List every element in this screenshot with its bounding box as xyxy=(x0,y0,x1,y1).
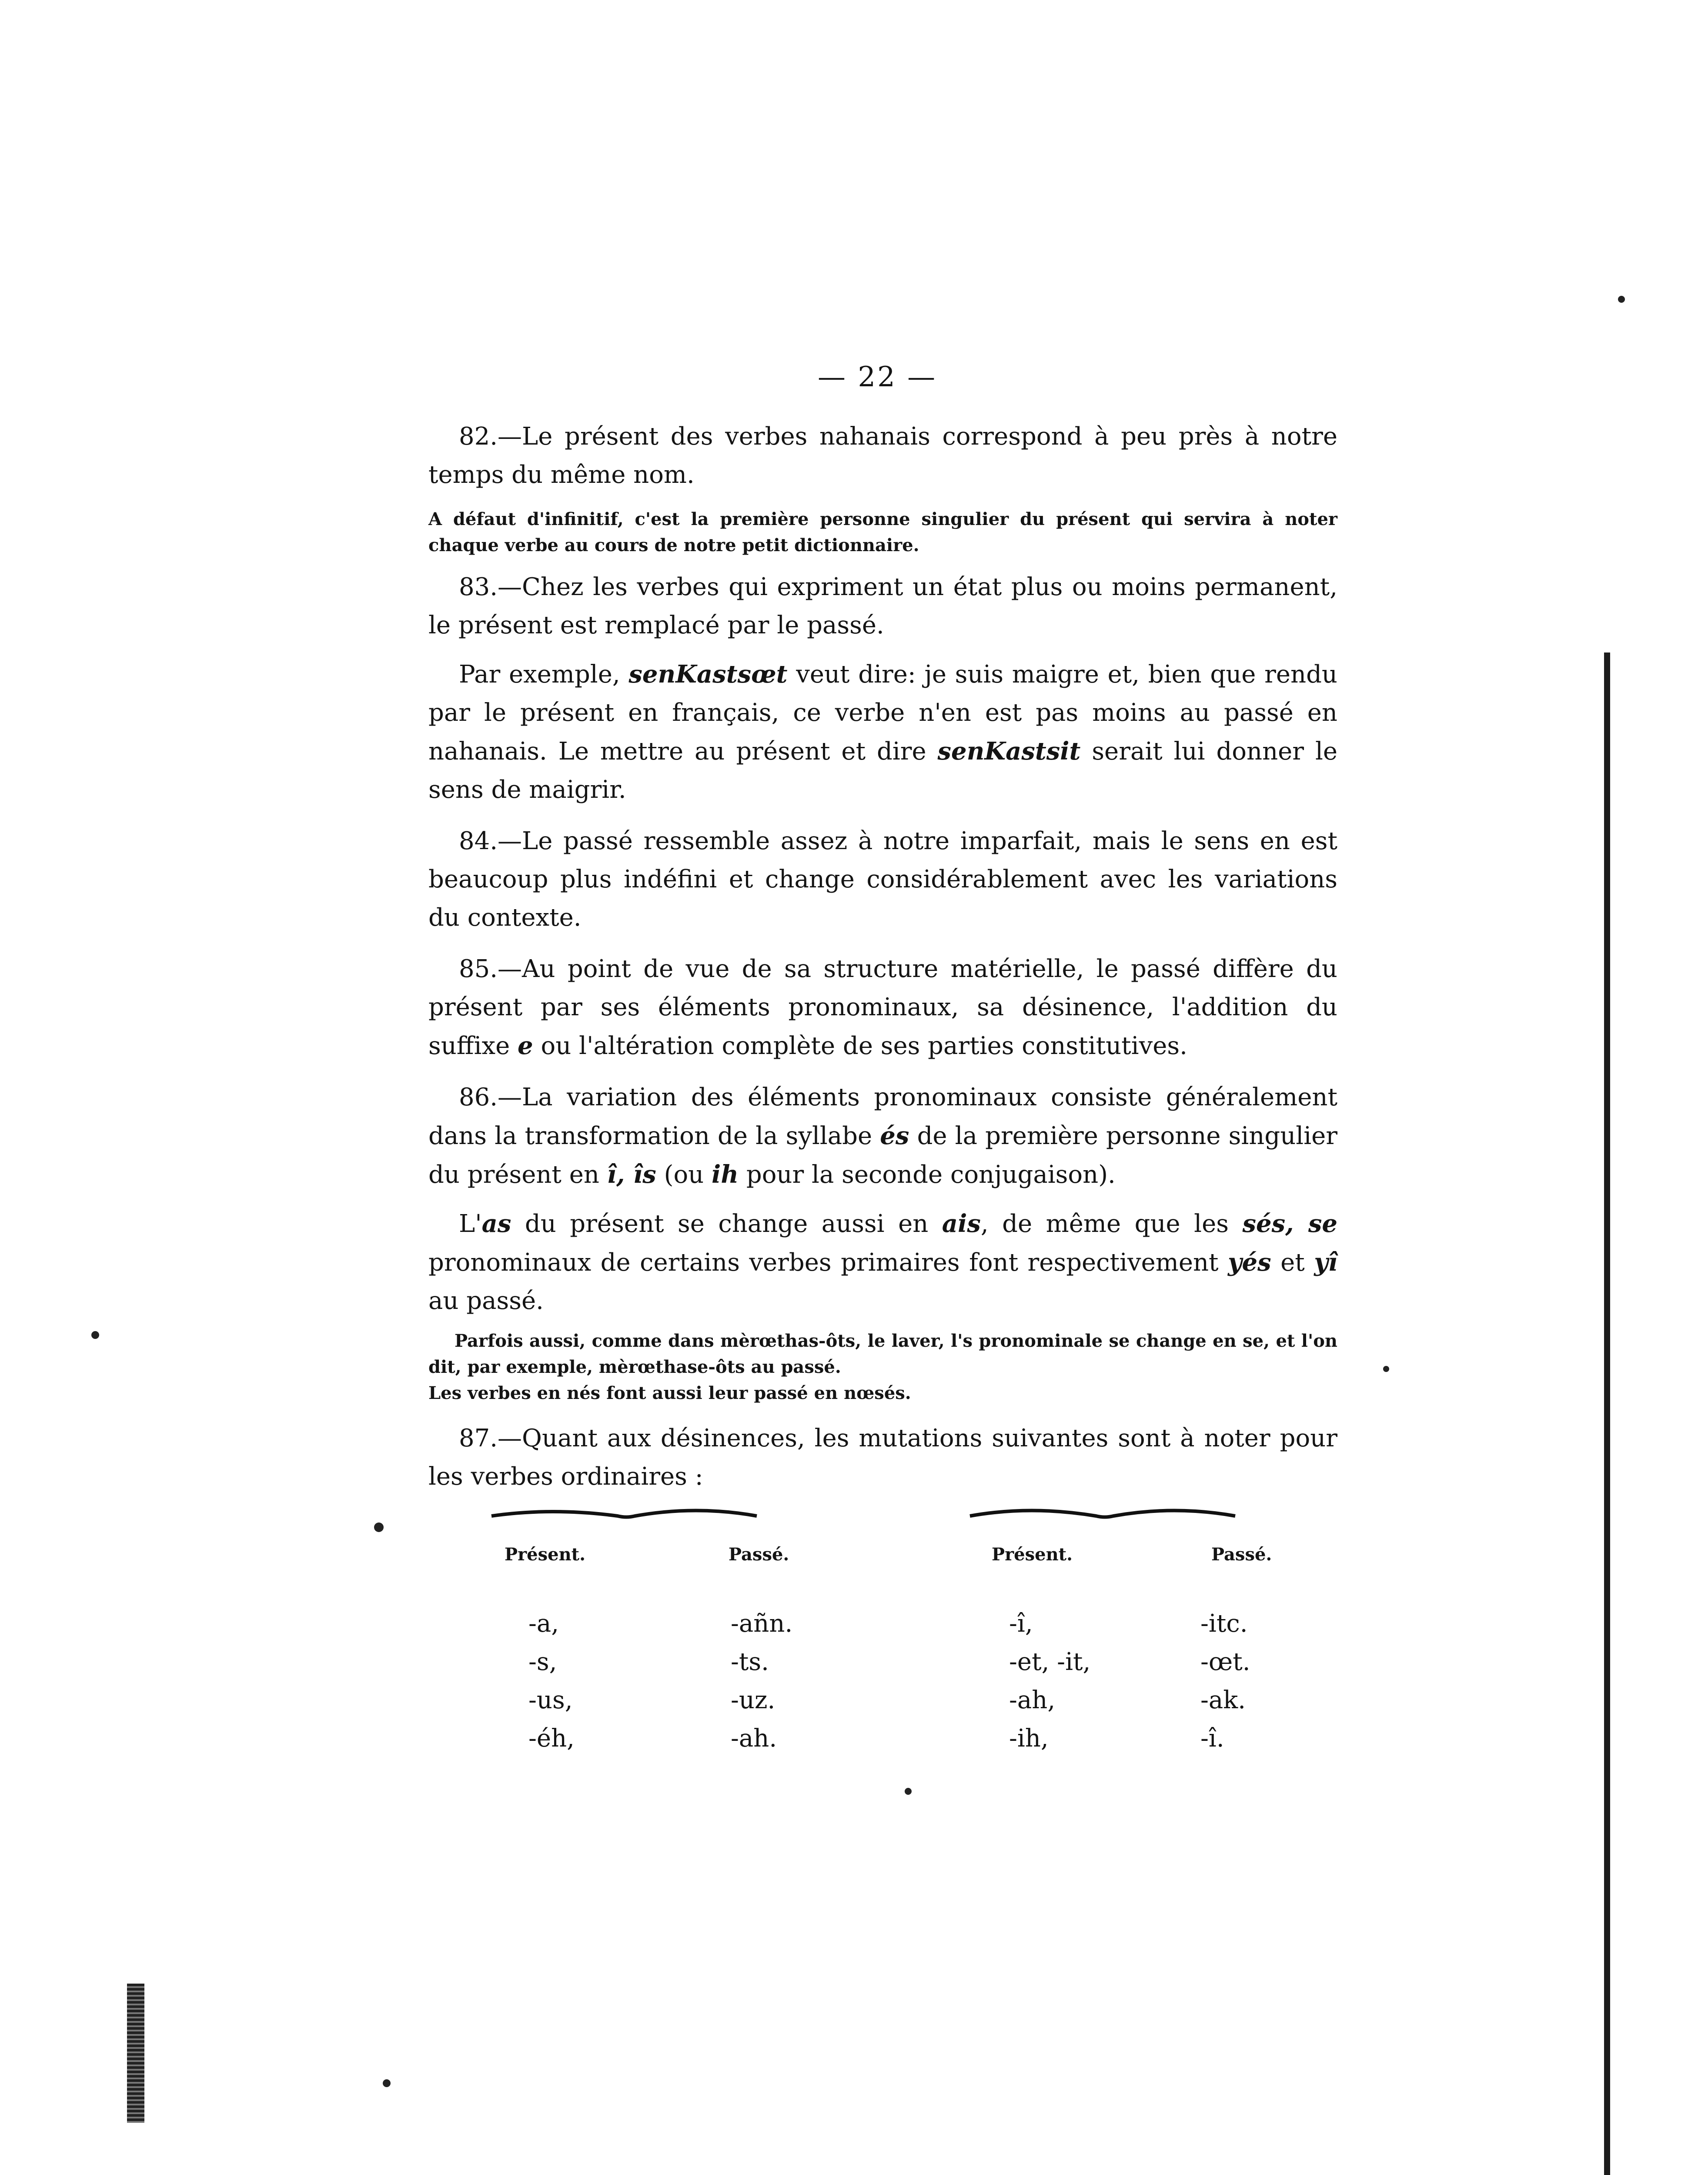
cell-r-present-2: -et, -it, xyxy=(1009,1648,1091,1676)
speck xyxy=(1618,296,1625,303)
ornament-left xyxy=(487,1496,765,1531)
cell-l-present-1: -a, xyxy=(528,1610,559,1638)
cell-l-passe-2: -ts. xyxy=(731,1648,769,1676)
speck xyxy=(1383,1366,1389,1372)
desinence-table xyxy=(487,1496,1314,1801)
paragraph-86: 86.—La variation des éléments pronominaux consiste généralement dans la transformation de la syllabe és de la première personne singulier du présent en î, îs (ou ih pour la seconde conjugaison). xyxy=(428,1083,1338,1189)
cell-r-passe-4: -î. xyxy=(1200,1724,1224,1753)
cell-r-passe-2: -œt. xyxy=(1200,1648,1250,1676)
ornament-right xyxy=(966,1496,1244,1531)
paragraph-83-example: Par exemple, senKastsœt veut dire: je suis maigre et, bien que rendu par le présent en français, ce verbe n'en est pas moins au passé en nahanais. Le mettre au présent et dire senKastsit serait lui donner le sens de maigrir. xyxy=(428,660,1337,804)
speck xyxy=(374,1522,384,1532)
speck xyxy=(383,2079,391,2087)
cell-r-present-1: -î, xyxy=(1009,1610,1033,1638)
cell-l-present-3: -us, xyxy=(528,1686,573,1714)
cell-r-present-4: -ih, xyxy=(1009,1724,1049,1753)
cell-l-passe-4: -ah. xyxy=(731,1724,777,1753)
scan-edge-left xyxy=(127,1984,144,2123)
cell-l-passe-1: -añn. xyxy=(731,1610,793,1638)
header-passe-right: Passé. xyxy=(1211,1544,1272,1565)
word-senkastsit: senKastsit xyxy=(937,737,1081,766)
cell-l-passe-3: -uz. xyxy=(731,1686,775,1714)
speck xyxy=(91,1331,99,1339)
paragraph-83: 83.—Chez les verbes qui expriment un état plus ou moins permanent, le présent est remplacé par le passé. xyxy=(428,573,1337,639)
paragraph-87: 87.—Quant aux désinences, les mutations suivantes sont à noter pour les verbes ordinaires : xyxy=(428,1424,1337,1491)
paragraph-86-continued: L'as du présent se change aussi en ais, de même que les sés, se pronominaux de certains verbes primaires font respectivement yés et yî au passé. xyxy=(428,1209,1338,1315)
word-senkastsoet: senKastsœt xyxy=(628,660,788,689)
body-text xyxy=(428,418,1337,1496)
header-passe-left: Passé. xyxy=(729,1544,789,1565)
paragraph-84: 84.—Le passé ressemble assez à notre imparfait, mais le sens en est beaucoup plus indéfini et change considérablement avec les variations du contexte. xyxy=(428,827,1337,932)
cell-l-present-4: -éh, xyxy=(528,1724,575,1753)
cell-r-present-3: -ah, xyxy=(1009,1686,1056,1714)
paragraph-85: 85.—Au point de vue de sa structure matérielle, le passé diffère du présent par ses éléments pronominaux, sa désinence, l'addition du suffixe e ou l'altération complète de ses parties constitutives. xyxy=(428,955,1337,1060)
cell-r-passe-3: -ak. xyxy=(1200,1686,1246,1714)
page-number: — 22 — xyxy=(818,361,937,393)
scan-edge-rule xyxy=(1604,652,1610,2175)
speck xyxy=(905,1788,912,1795)
note-86-a: Parfois aussi, comme dans mèrœthas-ôts, le laver, l's pronominale se change en se, et l'on dit, par exemple, mèrœthase-ôts au passé. xyxy=(428,1331,1337,1377)
note-82: A défaut d'infinitif, c'est la première personne singulier du présent qui servira à noter chaque verbe au cours de notre petit dictionnaire. xyxy=(428,509,1337,555)
cell-l-present-2: -s, xyxy=(528,1648,557,1676)
note-86-b: Les verbes en nés font aussi leur passé en nœsés. xyxy=(428,1383,911,1403)
paragraph-82: 82.—Le présent des verbes nahanais correspond à peu près à notre temps du même nom. xyxy=(428,422,1337,489)
header-present-right: Présent. xyxy=(992,1544,1073,1565)
cell-r-passe-1: -itc. xyxy=(1200,1610,1248,1638)
header-present-left: Présent. xyxy=(505,1544,586,1565)
